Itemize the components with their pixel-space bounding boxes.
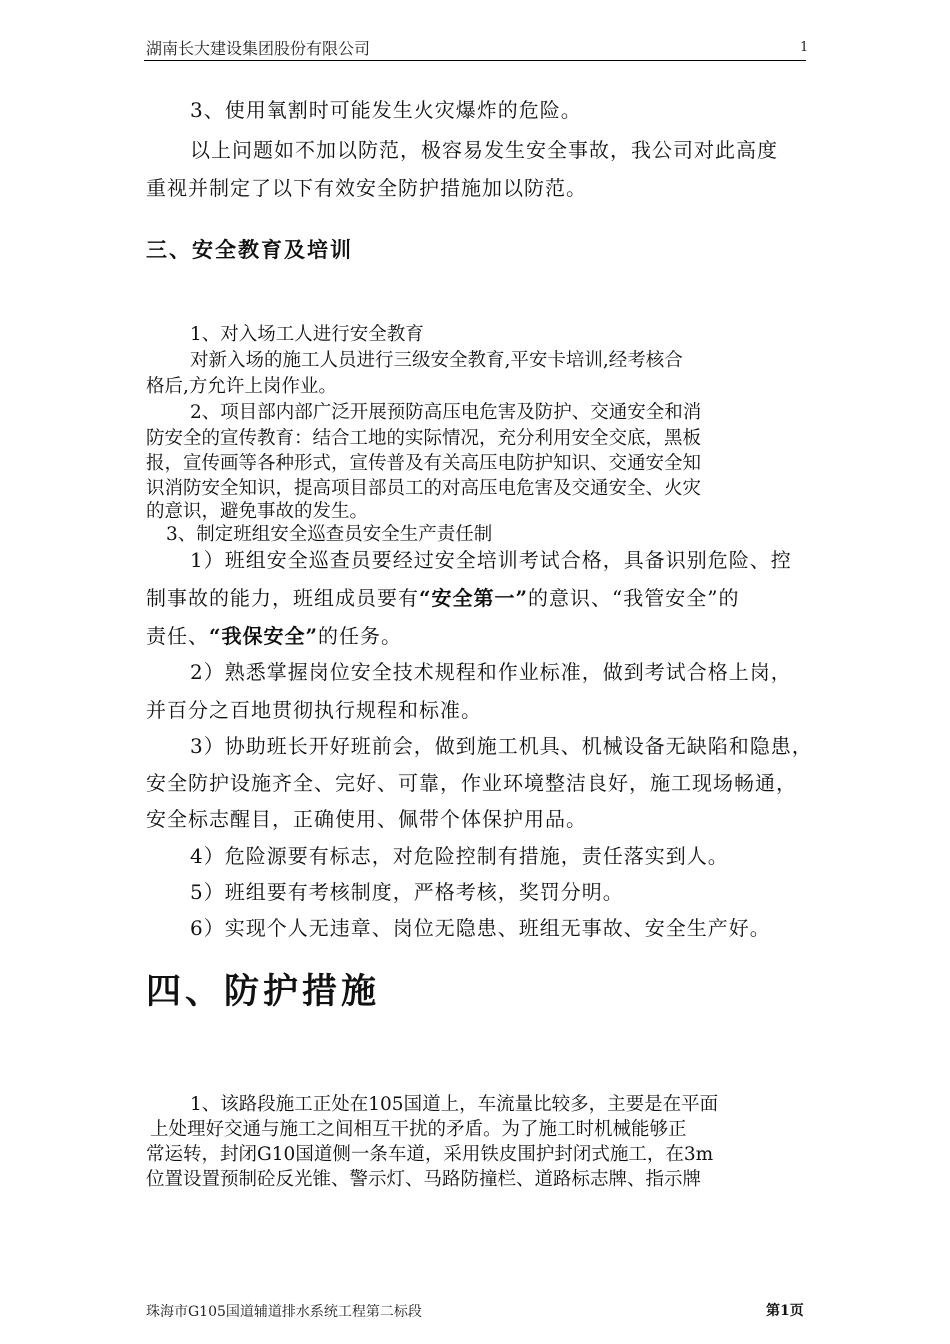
paragraph-line: 2、项目部内部广泛开展预防高压电危害及防护、交通安全和消 <box>190 402 702 423</box>
subheading: 3、制定班组安全巡查员安全生产责任制 <box>166 524 493 545</box>
header-page-number: 1 <box>800 40 809 55</box>
list-item-line: 制事故的能力，班组成员要有“安全第一”的意识、“我管安全”的 <box>146 586 740 610</box>
header-rule <box>144 60 806 61</box>
list-item: 3）协助班长开好班前会，做到施工机具、机械设备无缺陷和隐患， <box>190 734 813 758</box>
subheading: 1、对入场工人进行安全教育 <box>190 324 424 345</box>
paragraph-line: 1、该路段施工正处在105国道上，车流量比较多，主要是在平面 <box>190 1094 719 1115</box>
paragraph-line: 对新入场的施工人员进行三级安全教育,平安卡培训,经考核合 <box>190 350 683 371</box>
section-heading-3: 三、安全教育及培训 <box>146 238 353 262</box>
paragraph-line: 位置设置预制砼反光锥、警示灯、马路防撞栏、道路标志牌、指示牌 <box>146 1169 702 1190</box>
list-item: 4）危险源要有标志，对危险控制有措施，责任落实到人。 <box>190 844 729 868</box>
list-item-line: 责任、“我保安全”的任务。 <box>146 624 403 648</box>
footer-project: 珠海市G105国道辅道排水系统工程第二标段 <box>146 1304 422 1320</box>
paragraph-line: 重视并制定了以下有效安全防护措施加以防范。 <box>146 176 587 200</box>
emphasis: “安全第一” <box>419 586 529 610</box>
paragraph-line: 以上问题如不加以防范，极容易发生安全事故，我公司对此高度 <box>190 138 778 162</box>
list-item: 2）熟悉掌握岗位安全技术规程和作业标准，做到考试合格上岗， <box>190 660 792 684</box>
paragraph-line: 报，宣传画等各种形式，宣传普及有关高压电防护知识、交通安全知 <box>146 453 702 474</box>
list-item-line: 安全标志醒目，正确使用、佩带个体保护用品。 <box>146 807 587 831</box>
footer-page-label: 第1页 <box>766 1303 804 1319</box>
paragraph-line: 格后,方允许上岗作业。 <box>146 376 337 397</box>
paragraph-line: 常运转，封闭G10国道侧一条车道，采用铁皮围护封闭式施工，在3m <box>146 1144 714 1165</box>
header-company: 湖南长大建设集团股份有限公司 <box>146 39 371 58</box>
list-item: 5）班组要有考核制度，严格考核，奖罚分明。 <box>190 880 624 904</box>
paragraph-line: 防安全的宣传教育：结合工地的实际情况，充分利用安全交底，黑板 <box>146 428 702 449</box>
section-heading-4: 四、防护措施 <box>146 972 381 1012</box>
emphasis: “我保安全” <box>209 624 319 648</box>
list-item: 1）班组安全巡查员要经过安全培训考试合格，具备识别危险、控 <box>190 548 792 572</box>
paragraph-line: 识消防安全知识，提高项目部员工的对高压电危害及交通安全、火灾 <box>146 478 702 499</box>
list-item: 6）实现个人无违章、岗位无隐患、班组无事故、安全生产好。 <box>190 916 771 940</box>
paragraph-line: 上处理好交通与施工之间相互干扰的矛盾。为了施工时机械能够正 <box>150 1119 687 1140</box>
paragraph-line: 的意识，避免事故的发生。 <box>146 501 369 522</box>
paragraph-line: 3、使用氧割时可能发生火灾爆炸的危险。 <box>190 98 582 122</box>
list-item-line: 并百分之百地贯彻执行规程和标准。 <box>146 698 482 722</box>
list-item-line: 安全防护设施齐全、完好、可靠，作业环境整洁良好，施工现场畅通， <box>146 771 797 795</box>
